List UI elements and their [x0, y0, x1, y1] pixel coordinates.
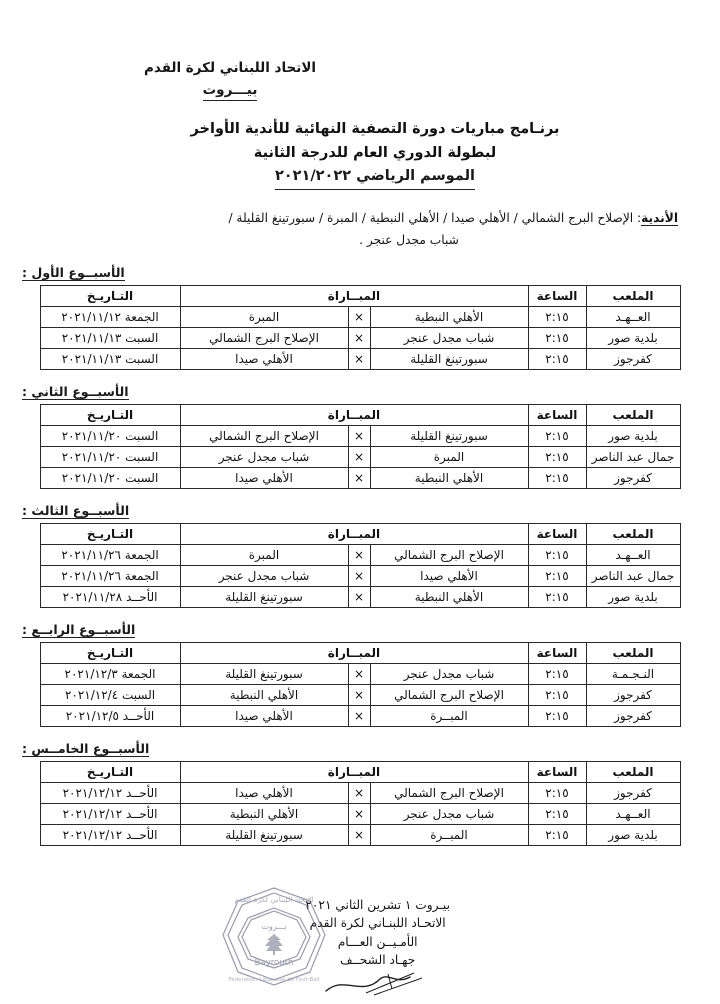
match-venue: العــهـد: [586, 803, 680, 824]
match-time: ٢:١٥: [528, 803, 586, 824]
match-away-team: الأهلي النبطية: [370, 306, 528, 327]
match-date: الأحــد ٢٠٢١/١١/٢٨: [40, 586, 180, 607]
match-away-team: شباب مجدل عنجر: [370, 663, 528, 684]
match-time: ٢:١٥: [528, 306, 586, 327]
match-versus-separator: ×: [348, 705, 370, 726]
match-away-team: الأهلي صيدا: [370, 565, 528, 586]
document-page: [0, 58, 720, 990]
table-row: [40, 327, 680, 348]
column-header-match: المبــاراة: [180, 285, 528, 306]
letterhead-city: بيـــروت: [203, 80, 258, 101]
match-versus-separator: ×: [348, 306, 370, 327]
match-venue: العــهـد: [586, 306, 680, 327]
match-date: الأحــد ٢٠٢١/١٢/١٢: [40, 782, 180, 803]
match-time: ٢:١٥: [528, 327, 586, 348]
match-date: السبت ٢٠٢١/١١/٢٠: [40, 467, 180, 488]
week-block: [0, 262, 720, 370]
match-venue: جمال عبد الناصر: [586, 446, 680, 467]
match-venue: العــهـد: [586, 544, 680, 565]
column-header-venue: الملعب: [586, 642, 680, 663]
column-header-time: الساعة: [528, 761, 586, 782]
schedule-table: [40, 404, 681, 489]
stamp-federation-latin: Federation Libanaise de Foot-Ball: [228, 977, 320, 983]
schedule-table: [40, 642, 681, 727]
column-header-date: التـاريـخ: [40, 642, 180, 663]
match-home-team: شباب مجدل عنجر: [180, 565, 348, 586]
table-header-row: [40, 642, 680, 663]
table-row: [40, 348, 680, 369]
column-header-venue: الملعب: [586, 404, 680, 425]
title-line-1: برنـامج مباريات دورة التصفية النهائية للأندية الأواخر: [190, 121, 560, 138]
match-time: ٢:١٥: [528, 586, 586, 607]
table-row: [40, 565, 680, 586]
match-venue: كفرجوز: [586, 782, 680, 803]
match-time: ٢:١٥: [528, 824, 586, 845]
footer-place-date: بيـروت ١ تشرين الثاني ٢٠٢١: [305, 898, 450, 912]
column-header-time: الساعة: [528, 404, 586, 425]
match-away-team: الإصلاح البرج الشمالي: [370, 544, 528, 565]
schedule-table: [40, 761, 681, 846]
match-versus-separator: ×: [348, 565, 370, 586]
match-home-team: سبورتينغ القليلة: [180, 663, 348, 684]
week-heading: [0, 381, 720, 400]
match-versus-separator: ×: [348, 348, 370, 369]
column-header-venue: الملعب: [586, 761, 680, 782]
week-heading: [0, 500, 720, 519]
table-row: [40, 306, 680, 327]
match-time: ٢:١٥: [528, 544, 586, 565]
column-header-date: التـاريـخ: [40, 761, 180, 782]
letterhead-federation: الاتحاد اللبناني لكرة القدم: [144, 60, 316, 76]
clubs-list-continued: شباب مجدل عنجر .: [359, 232, 459, 247]
page-title: [0, 118, 720, 189]
match-home-team: شباب مجدل عنجر: [180, 446, 348, 467]
match-date: الجمعة ٢٠٢١/١١/٢٦: [40, 544, 180, 565]
match-venue: النـجـمـة: [586, 663, 680, 684]
match-versus-separator: ×: [348, 327, 370, 348]
match-away-team: سبورتينغ القليلة: [370, 348, 528, 369]
week-heading-label: الأسبــوع الرابــع :: [22, 621, 136, 637]
column-header-match: المبــاراة: [180, 761, 528, 782]
week-heading-label: الأسبــوع الخامــس :: [22, 740, 150, 756]
table-row: [40, 663, 680, 684]
column-header-time: الساعة: [528, 285, 586, 306]
match-venue: كفرجوز: [586, 467, 680, 488]
footer-federation: الاتحـاد اللبنـاني لكرة القدم: [309, 916, 446, 931]
match-home-team: سبورتينغ القليلة: [180, 824, 348, 845]
letterhead: [0, 58, 720, 101]
table-header-row: [40, 285, 680, 306]
match-home-team: المبرة: [180, 306, 348, 327]
table-row: [40, 586, 680, 607]
match-time: ٢:١٥: [528, 565, 586, 586]
week-heading-label: الأسبــوع الأول :: [22, 264, 125, 280]
match-versus-separator: ×: [348, 803, 370, 824]
match-home-team: الأهلي صيدا: [180, 467, 348, 488]
match-date: السبت ٢٠٢١/١٢/٤: [40, 684, 180, 705]
match-date: الأحــد ٢٠٢١/١٢/١٢: [40, 824, 180, 845]
match-date: الأحــد ٢٠٢١/١٢/١٢: [40, 803, 180, 824]
column-header-date: التـاريـخ: [40, 523, 180, 544]
match-away-team: الأهلي النبطية: [370, 586, 528, 607]
match-venue: بلدية صور: [586, 824, 680, 845]
match-away-team: الإصلاح البرج الشمالي: [370, 684, 528, 705]
week-heading: [0, 738, 720, 757]
column-header-venue: الملعب: [586, 523, 680, 544]
week-heading: [0, 619, 720, 638]
table-row: [40, 824, 680, 845]
cedar-tree-icon: [265, 934, 283, 955]
column-header-time: الساعة: [528, 523, 586, 544]
match-home-team: الأهلي النبطية: [180, 684, 348, 705]
match-date: السبت ٢٠٢١/١١/٢٠: [40, 446, 180, 467]
column-header-date: التـاريـخ: [40, 404, 180, 425]
match-away-team: شباب مجدل عنجر: [370, 327, 528, 348]
match-versus-separator: ×: [348, 824, 370, 845]
match-time: ٢:١٥: [528, 467, 586, 488]
column-header-time: الساعة: [528, 642, 586, 663]
clubs-paragraph: [30, 208, 678, 251]
table-row: [40, 705, 680, 726]
title-season: الموسم الرياضي ٢٠٢١/٢٠٢٢: [275, 165, 475, 189]
match-time: ٢:١٥: [528, 782, 586, 803]
match-venue: جمال عبد الناصر: [586, 565, 680, 586]
match-date: السبت ٢٠٢١/١١/١٣: [40, 348, 180, 369]
match-away-team: سبورتينغ القليلة: [370, 425, 528, 446]
column-header-match: المبــاراة: [180, 523, 528, 544]
match-home-team: الإصلاح البرج الشمالي: [180, 327, 348, 348]
match-home-team: الأهلي صيدا: [180, 348, 348, 369]
week-block: [0, 738, 720, 846]
week-block: [0, 381, 720, 489]
stamp-city-latin: Bayrouth: [254, 958, 294, 968]
table-row: [40, 803, 680, 824]
match-date: الأحــد ٢٠٢١/١٢/٥: [40, 705, 180, 726]
weeks-container: [0, 262, 720, 846]
table-row: [40, 446, 680, 467]
column-header-venue: الملعب: [586, 285, 680, 306]
stamp-federation-arabic: الاتحاد اللبناني لكرة القدم: [234, 895, 314, 904]
table-header-row: [40, 404, 680, 425]
table-row: [40, 467, 680, 488]
title-line-2: لبطولة الدوري العام للدرجة الثانية: [253, 144, 497, 161]
match-time: ٢:١٥: [528, 425, 586, 446]
match-time: ٢:١٥: [528, 663, 586, 684]
match-away-team: المبــرة: [370, 824, 528, 845]
footer-role: الأمـيــن العـــام: [337, 934, 418, 949]
schedule-table: [40, 285, 681, 370]
official-stamp: [210, 884, 338, 990]
table-row: [40, 544, 680, 565]
week-heading: [0, 262, 720, 281]
column-header-match: المبــاراة: [180, 642, 528, 663]
match-versus-separator: ×: [348, 446, 370, 467]
match-date: الجمعة ٢٠٢١/١٢/٣: [40, 663, 180, 684]
match-versus-separator: ×: [348, 663, 370, 684]
match-versus-separator: ×: [348, 425, 370, 446]
match-time: ٢:١٥: [528, 705, 586, 726]
clubs-list: : الإصلاح البرج الشمالي / الأهلي صيدا / الأهلي النبطية / المبرة / سبورتينغ القليلة /: [228, 210, 642, 225]
match-away-team: المبرة: [370, 446, 528, 467]
match-venue: كفرجوز: [586, 348, 680, 369]
week-heading-label: الأسبــوع الثاني :: [22, 383, 129, 399]
match-versus-separator: ×: [348, 467, 370, 488]
match-date: الجمعة ٢٠٢١/١١/٢٦: [40, 565, 180, 586]
match-time: ٢:١٥: [528, 446, 586, 467]
week-block: [0, 500, 720, 608]
match-away-team: شباب مجدل عنجر: [370, 803, 528, 824]
table-row: [40, 684, 680, 705]
match-home-team: المبرة: [180, 544, 348, 565]
match-versus-separator: ×: [348, 544, 370, 565]
week-block: [0, 619, 720, 727]
footer-signer-name: جهـاد الشحــف: [339, 952, 416, 967]
match-home-team: الإصلاح البرج الشمالي: [180, 425, 348, 446]
table-row: [40, 425, 680, 446]
stamp-city-arabic: بـــروت: [261, 922, 287, 931]
column-header-date: التـاريـخ: [40, 285, 180, 306]
match-home-team: الأهلي صيدا: [180, 782, 348, 803]
match-time: ٢:١٥: [528, 348, 586, 369]
match-venue: بلدية صور: [586, 425, 680, 446]
clubs-label: الأندية: [641, 210, 678, 225]
match-time: ٢:١٥: [528, 684, 586, 705]
match-away-team: الأهلي النبطية: [370, 467, 528, 488]
match-home-team: الأهلي النبطية: [180, 803, 348, 824]
schedule-table: [40, 523, 681, 608]
match-date: السبت ٢٠٢١/١١/٢٠: [40, 425, 180, 446]
match-versus-separator: ×: [348, 684, 370, 705]
match-venue: بلدية صور: [586, 586, 680, 607]
match-venue: بلدية صور: [586, 327, 680, 348]
match-versus-separator: ×: [348, 782, 370, 803]
match-away-team: الإصلاح البرج الشمالي: [370, 782, 528, 803]
table-header-row: [40, 761, 680, 782]
table-row: [40, 782, 680, 803]
match-home-team: الأهلي صيدا: [180, 705, 348, 726]
table-header-row: [40, 523, 680, 544]
match-venue: كفرجوز: [586, 705, 680, 726]
match-home-team: سبورتينغ القليلة: [180, 586, 348, 607]
match-away-team: المبــرة: [370, 705, 528, 726]
match-date: الجمعة ٢٠٢١/١١/١٢: [40, 306, 180, 327]
match-venue: كفرجوز: [586, 684, 680, 705]
match-date: السبت ٢٠٢١/١١/١٣: [40, 327, 180, 348]
column-header-match: المبــاراة: [180, 404, 528, 425]
match-versus-separator: ×: [348, 586, 370, 607]
week-heading-label: الأسبــوع الثالث :: [22, 502, 130, 518]
